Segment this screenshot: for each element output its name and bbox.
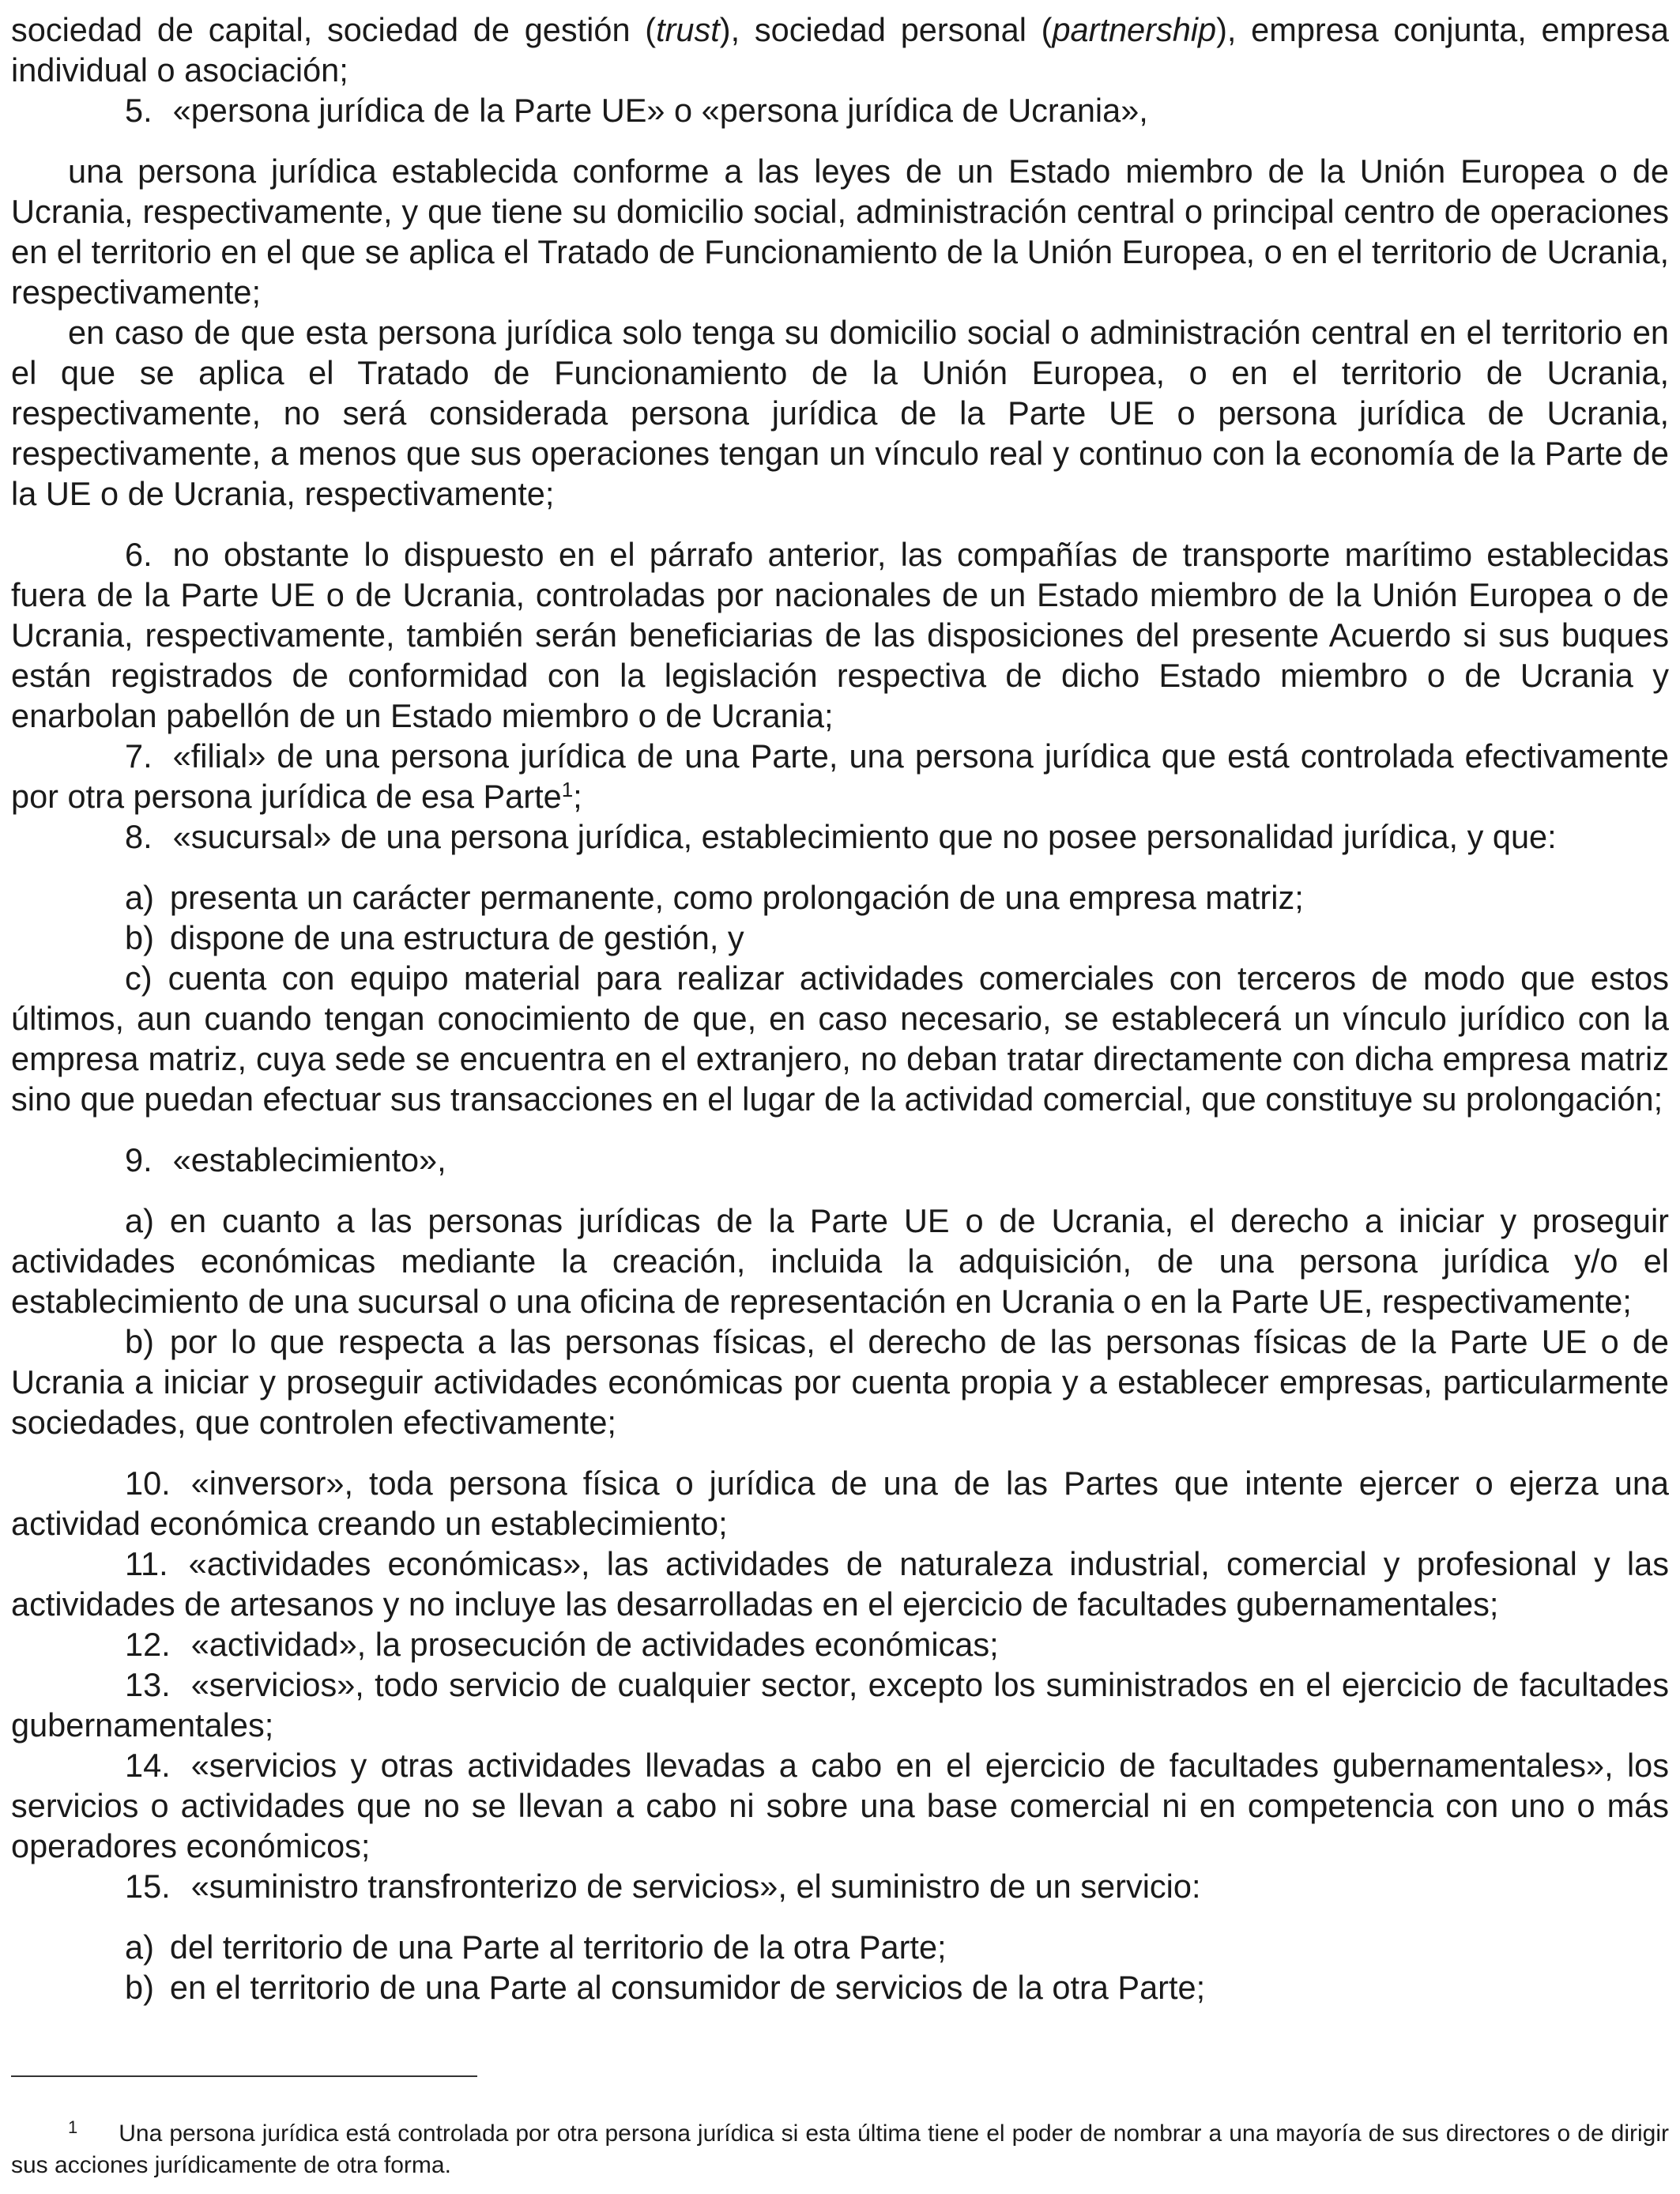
- text-run: ), empresa conjunta, empresa individual o asociación;: [11, 11, 1669, 89]
- item-text: dispone de una estructura de gestión, y: [169, 919, 744, 956]
- definition-7: [11, 736, 1669, 816]
- definition-5-paragraph-b: en caso de que esta persona jurídica solo tenga su domicilio social o administración central en el territorio en el que se aplica el Tratado de Funcionamiento de la Unión Europea, o en el territorio de Ucrania, respectivamente, no será considerada persona jurídica de la Parte UE o persona jurídica de Ucrania, respectivamente, a menos que sus operaciones tengan un vínculo real y continuo con la economía de la Parte de la UE o de Ucrania, respectivamente;: [11, 314, 1669, 512]
- item-text: presenta un carácter permanente, como prolongación de una empresa matriz;: [169, 879, 1304, 916]
- definition-text: «inversor», toda persona física o jurídica de una de las Partes que intente ejercer o ejerza una actividad económica creando un establecimiento;: [11, 1465, 1669, 1542]
- item-number: 9.: [125, 1141, 153, 1178]
- definition-text: «establecimiento»,: [172, 1141, 446, 1178]
- definition-8-item-c: [11, 958, 1669, 1119]
- definition-8: [11, 816, 1669, 857]
- definition-9-item-b: [11, 1321, 1669, 1442]
- definition-9-item-a: [11, 1201, 1669, 1321]
- definition-15-item-a: [11, 1927, 1669, 1967]
- item-letter: b): [125, 919, 154, 956]
- definition-8-item-a: [11, 877, 1669, 918]
- item-letter: a): [125, 1928, 154, 1966]
- item-text: en el territorio de una Parte al consumidor de servicios de la otra Parte;: [169, 1969, 1206, 2006]
- item-number: 15.: [125, 1868, 171, 1905]
- paragraph-definition-continuation: [11, 9, 1669, 90]
- item-letter: b): [125, 1969, 154, 2006]
- definition-text: «suministro transfronterizo de servicios», el suministro de un servicio:: [190, 1868, 1201, 1905]
- definition-text: «sucursal» de una persona jurídica, establecimiento que no posee personalidad jurídica, y que:: [172, 818, 1557, 855]
- definition-11: [11, 1544, 1669, 1624]
- definition-text: «filial» de una persona jurídica de una Parte, una persona jurídica que está controlada efectivamente por otra persona jurídica de esa Parte: [11, 737, 1669, 815]
- footnote-mark: 1: [68, 2117, 78, 2137]
- definition-15: [11, 1866, 1669, 1906]
- footnote-text: Una persona jurídica está controlada por otra persona jurídica si esta última tiene el poder de nombrar a una mayoría de sus directores o de dirigir sus acciones jurídicamente de otra forma.: [11, 2120, 1669, 2178]
- item-number: 8.: [125, 818, 153, 855]
- item-number: 5.: [125, 92, 153, 129]
- text-run: ), sociedad personal (: [719, 11, 1053, 48]
- definition-text: «persona jurídica de la Parte UE» o «persona jurídica de Ucrania»,: [172, 92, 1148, 129]
- footnote: [11, 2112, 1669, 2181]
- item-letter: a): [125, 879, 154, 916]
- item-letter: b): [125, 1323, 154, 1360]
- item-number: 6.: [125, 536, 153, 573]
- definition-8-item-b: [11, 918, 1669, 958]
- definition-text: «actividades económicas», las actividades de naturaleza industrial, comercial y profesional y las actividades de artesanos y no incluye las desarrolladas en el ejercicio de facultades gubernamentales;: [11, 1545, 1669, 1623]
- definition-14: [11, 1745, 1669, 1866]
- definition-text: «servicios», todo servicio de cualquier sector, excepto los suministrados en el ejercicio de facultades gubernamentales;: [11, 1666, 1669, 1744]
- item-number: 10.: [125, 1465, 171, 1502]
- item-letter: a): [125, 1202, 154, 1239]
- definition-6: [11, 534, 1669, 736]
- item-text: por lo que respecta a las personas físicas, el derecho de las personas físicas de la Parte UE o de Ucrania a iniciar y proseguir actividades económicas por cuenta propia y a establecer empresas, particularmente sociedades, que controlen efectivamente;: [11, 1323, 1669, 1441]
- definition-text: «actividad», la prosecución de actividades económicas;: [190, 1626, 999, 1663]
- text-run: sociedad de capital, sociedad de gestión (: [11, 11, 657, 48]
- definition-5: [11, 90, 1669, 130]
- definition-text: «servicios y otras actividades llevadas a cabo en el ejercicio de facultades gubernamentales», los servicios o actividades que no se llevan a cabo ni sobre una base comercial ni en competencia con uno o más operadores económicos;: [11, 1747, 1669, 1864]
- definition-9: [11, 1140, 1669, 1180]
- definition-text: no obstante lo dispuesto en el párrafo anterior, las compañías de transporte marítimo establecidas fuera de la Parte UE o de Ucrania, controladas por nacionales de un Estado miembro de la Unión Europea o de Ucrania, respectivamente, también serán beneficiarias de las disposiciones del presente Acuerdo si sus buques están registrados de conformidad con la legislación respectiva de dicho Estado miembro o de Ucrania y enarbolan pabellón de un Estado miembro o de Ucrania;: [11, 536, 1669, 734]
- document-body: [11, 9, 1669, 2007]
- item-number: 14.: [125, 1747, 171, 1784]
- footnote-reference[interactable]: 1: [561, 778, 574, 801]
- item-text: cuenta con equipo material para realizar actividades comerciales con terceros de modo que estos últimos, aun cuando tengan conocimiento de que, en caso necesario, se establecerá un vínculo jurídico con la empresa matriz, cuya sede se encuentra en el extranjero, no deban tratar directamente con dicha empresa matriz sino que puedan efectuar sus transacciones en el lugar de la actividad comercial, que constituye su prolongación;: [11, 959, 1669, 1118]
- item-text: del territorio de una Parte al territorio de la otra Parte;: [169, 1928, 947, 1966]
- footnote-separator: [11, 2075, 477, 2077]
- definition-13: [11, 1664, 1669, 1745]
- definition-5-paragraph-a: una persona jurídica establecida conforme a las leyes de un Estado miembro de la Unión Europea o de Ucrania, respectivamente, y que tiene su domicilio social, administración central o principal centro de operaciones en el territorio en el que se aplica el Tratado de Funcionamiento de la Unión Europea, o en el territorio de Ucrania, respectivamente;: [11, 153, 1669, 311]
- item-number: 12.: [125, 1626, 171, 1663]
- item-text: en cuanto a las personas jurídicas de la Parte UE o de Ucrania, el derecho a iniciar y proseguir actividades económicas mediante la creación, incluida la adquisición, de una persona jurídica y/o el establecimiento de una sucursal o una oficina de representación en Ucrania o en la Parte UE, respectivamente;: [11, 1202, 1669, 1320]
- item-letter: c): [125, 959, 153, 997]
- item-number: 11.: [125, 1545, 168, 1582]
- text-run: ;: [573, 778, 582, 815]
- item-number: 13.: [125, 1666, 171, 1703]
- definition-12: [11, 1624, 1669, 1664]
- item-number: 7.: [125, 737, 153, 775]
- definition-10: [11, 1463, 1669, 1544]
- italic-term-trust: trust: [656, 11, 720, 48]
- italic-term-partnership: partnership: [1052, 11, 1217, 48]
- definition-15-item-b: [11, 1967, 1669, 2007]
